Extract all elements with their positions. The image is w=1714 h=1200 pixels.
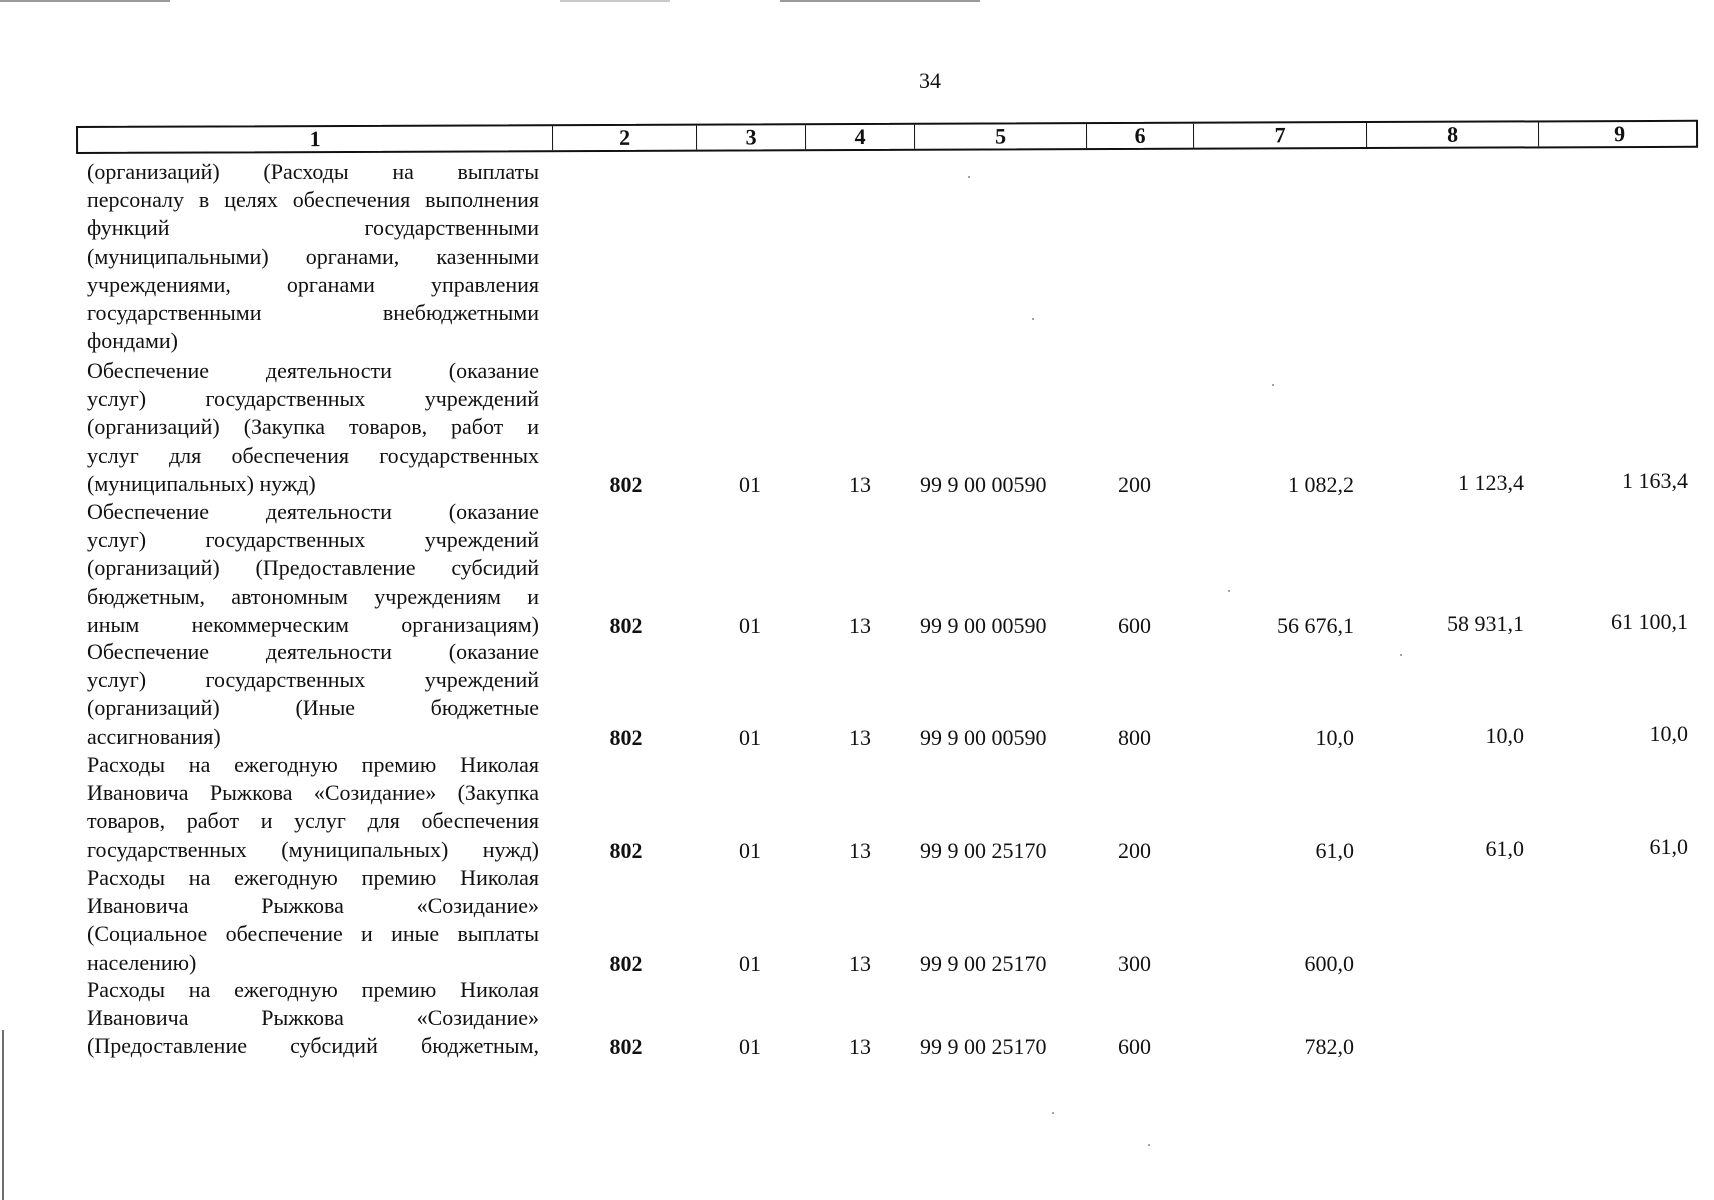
scan-speck bbox=[1228, 590, 1230, 592]
scan-edge-top-right bbox=[780, 0, 980, 2]
scan-speck bbox=[1148, 1144, 1150, 1146]
cell-col-4: 13 bbox=[849, 1034, 871, 1060]
scan-speck bbox=[968, 176, 970, 178]
header-col-3: 3 bbox=[696, 125, 805, 149]
description-line: иным некоммерческим организациям) bbox=[87, 611, 539, 637]
description-line: населению) bbox=[87, 949, 197, 975]
cell-col-8: 1 123,4 bbox=[1458, 469, 1524, 495]
cell-col-9: 61 100,1 bbox=[1611, 608, 1688, 634]
description-line: ассигнования) bbox=[87, 723, 221, 749]
description-line: Ивановича Рыжкова «Созидание» bbox=[87, 1005, 539, 1031]
cell-col-3: 01 bbox=[739, 471, 761, 497]
cell-col-2: 802 bbox=[609, 471, 643, 497]
cell-col-9: 10,0 bbox=[1649, 720, 1688, 746]
description-line: Обеспечение деятельности (оказание bbox=[87, 358, 539, 383]
description-line: услуг) государственных учреждений bbox=[87, 667, 539, 693]
cell-col-4: 13 bbox=[849, 950, 871, 976]
description-line: бюджетным, автономным учреждениям и bbox=[87, 583, 539, 609]
cell-col-9: 1 163,4 bbox=[1622, 467, 1688, 493]
description-line: услуг) государственных учреждений bbox=[87, 527, 539, 553]
cell-col-3: 01 bbox=[739, 612, 761, 638]
description-line: Обеспечение деятельности (оказание bbox=[87, 639, 539, 664]
cell-col-7: 56 676,1 bbox=[1277, 612, 1354, 638]
cell-col-6: 200 bbox=[1118, 837, 1151, 863]
description-line: Расходы на ежегодную премию Николая bbox=[87, 752, 539, 777]
page-number: 34 bbox=[919, 68, 941, 93]
cell-col-2: 802 bbox=[609, 1034, 643, 1060]
scan-edge-top-mid bbox=[560, 0, 670, 2]
description-line: Ивановича Рыжкова «Созидание» (Закупка bbox=[87, 780, 539, 806]
cell-col-8: 58 931,1 bbox=[1447, 610, 1524, 636]
row-description bbox=[87, 864, 539, 977]
row-description bbox=[87, 498, 539, 639]
cell-col-4: 13 bbox=[849, 837, 871, 863]
cell-col-4: 13 bbox=[849, 612, 871, 638]
header-col-5: 5 bbox=[914, 124, 1086, 149]
scan-speck bbox=[1400, 654, 1402, 656]
cell-col-7: 782,0 bbox=[1304, 1034, 1354, 1060]
description-line: (организаций) (Предоставление субсидий bbox=[87, 555, 539, 581]
description-line: услуг для обеспечения государственных bbox=[87, 442, 539, 468]
cell-col-2: 802 bbox=[609, 724, 643, 750]
scan-speck bbox=[1052, 1112, 1054, 1114]
cell-col-5: 99 9 00 00590 bbox=[920, 612, 1047, 638]
scan-speck bbox=[1272, 384, 1274, 386]
cell-col-4: 13 bbox=[849, 724, 871, 750]
cell-col-9: 61,0 bbox=[1649, 833, 1688, 859]
description-line: Обеспечение деятельности (оказание bbox=[87, 499, 539, 524]
description-line: Расходы на ежегодную премию Николая bbox=[87, 865, 539, 890]
cell-col-3: 01 bbox=[739, 950, 761, 976]
header-col-9: 9 bbox=[1538, 122, 1700, 147]
cell-col-6: 200 bbox=[1118, 471, 1151, 497]
scan-edge-left bbox=[2, 1030, 4, 1200]
header-col-2: 2 bbox=[552, 126, 696, 151]
row-description bbox=[87, 638, 539, 751]
description-line: (организаций) (Расходы на выплаты bbox=[87, 159, 539, 184]
description-line: (муниципальными) органами, казенными bbox=[87, 243, 539, 269]
cell-col-5: 99 9 00 25170 bbox=[920, 1034, 1047, 1060]
cell-col-5: 99 9 00 25170 bbox=[920, 950, 1047, 976]
cell-col-8: 61,0 bbox=[1485, 835, 1524, 861]
description-line: учреждениями, органами управления bbox=[87, 271, 539, 297]
cell-col-6: 800 bbox=[1118, 724, 1151, 750]
description-line: государственными внебюджетными bbox=[87, 299, 539, 325]
header-col-7: 7 bbox=[1193, 123, 1366, 148]
scan-speck bbox=[1032, 318, 1034, 320]
description-line: (Социальное обеспечение и иные выплаты bbox=[87, 921, 539, 947]
cell-col-8: 10,0 bbox=[1485, 722, 1524, 748]
description-line: (муниципальных) нужд) bbox=[87, 470, 316, 496]
table-header bbox=[76, 120, 1698, 154]
row-description bbox=[87, 158, 539, 355]
description-line: (организаций) (Закупка товаров, работ и bbox=[87, 414, 539, 440]
cell-col-3: 01 bbox=[739, 724, 761, 750]
cell-col-7: 10,0 bbox=[1315, 724, 1354, 750]
cell-col-3: 01 bbox=[739, 837, 761, 863]
description-line: услуг) государственных учреждений bbox=[87, 386, 539, 412]
header-col-4: 4 bbox=[805, 125, 914, 149]
cell-col-2: 802 bbox=[609, 837, 643, 863]
description-line: государственных (муниципальных) нужд) bbox=[87, 836, 539, 862]
header-col-1: 1 bbox=[309, 126, 321, 152]
cell-col-6: 600 bbox=[1118, 1034, 1151, 1060]
cell-col-7: 61,0 bbox=[1315, 837, 1354, 863]
cell-col-5: 99 9 00 00590 bbox=[920, 471, 1047, 497]
cell-col-6: 300 bbox=[1118, 950, 1151, 976]
cell-col-5: 99 9 00 25170 bbox=[920, 837, 1047, 863]
cell-col-3: 01 bbox=[739, 1034, 761, 1060]
cell-col-2: 802 bbox=[609, 612, 643, 638]
description-line: (Предоставление субсидий бюджетным, bbox=[87, 1033, 539, 1059]
cell-col-2: 802 bbox=[609, 950, 643, 976]
description-line: (организаций) (Иные бюджетные bbox=[87, 695, 539, 721]
description-line: функций государственными bbox=[87, 215, 539, 241]
cell-col-5: 99 9 00 00590 bbox=[920, 724, 1047, 750]
cell-col-7: 600,0 bbox=[1304, 950, 1354, 976]
description-line: товаров, работ и услуг для обеспечения bbox=[87, 808, 539, 834]
row-description bbox=[87, 357, 539, 498]
cell-col-6: 600 bbox=[1118, 612, 1151, 638]
header-col-6: 6 bbox=[1086, 124, 1193, 148]
row-description bbox=[87, 751, 539, 864]
description-line: персоналу в целях обеспечения выполнения bbox=[87, 187, 539, 213]
cell-col-7: 1 082,2 bbox=[1288, 471, 1354, 497]
description-line: фондами) bbox=[87, 328, 179, 354]
scan-edge-top-left bbox=[0, 0, 170, 2]
cell-col-4: 13 bbox=[849, 471, 871, 497]
row-description bbox=[87, 976, 539, 1061]
description-line: Ивановича Рыжкова «Созидание» bbox=[87, 893, 539, 919]
description-line: Расходы на ежегодную премию Николая bbox=[87, 977, 539, 1002]
header-col-8: 8 bbox=[1366, 122, 1538, 147]
